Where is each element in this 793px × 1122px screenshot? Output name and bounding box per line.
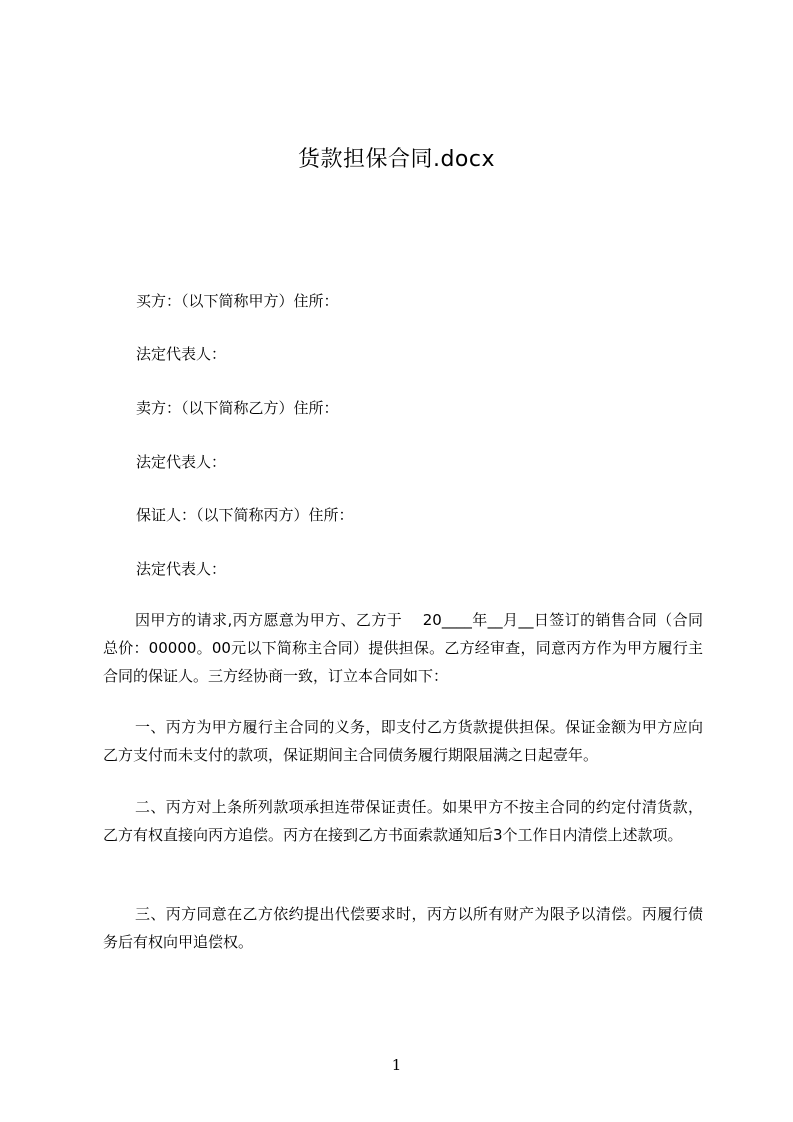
guarantor-representative-field: 法定代表人： (136, 560, 227, 578)
seller-representative-field: 法定代表人： (136, 453, 227, 471)
clause-2-paragraph: 二、丙方对上条所列款项承担连带保证责任。如果甲方不按主合同的约定付清货款，乙方有权直接向丙方追偿。丙方在接到乙方书面索款通知后3个工作日内清偿上述款项。 (103, 798, 703, 844)
clause-3-paragraph: 三、丙方同意在乙方依约提出代偿要求时，丙方以所有财产为限予以清偿。丙履行债务后有权向甲追偿权。 (103, 905, 703, 951)
buyer-field: 买方：（以下简称甲方）住所： (136, 292, 339, 310)
clause-1-paragraph: 一、丙方为甲方履行主合同的义务，即支付乙方货款提供担保。保证金额为甲方应向乙方支付而未支付的款项，保证期间主合同债务履行期限届满之日起壹年。 (103, 718, 703, 764)
page-number: 1 (391, 1056, 402, 1074)
document-title: 货款担保合同.docx (297, 147, 496, 172)
preamble-paragraph: 因甲方的请求,丙方愿意为甲方、乙方于 20____年__月__日签订的销售合同（合同总价：00000。00元以下简称主合同）提供担保。乙方经审查，同意丙方作为甲方履行主合同的保证人。三方经协商一致，订立本合同如下： (103, 611, 703, 685)
guarantor-field: 保证人：（以下简称丙方）住所： (136, 506, 354, 524)
buyer-representative-field: 法定代表人： (136, 345, 227, 363)
seller-field: 卖方：（以下简称乙方）住所： (136, 399, 339, 417)
